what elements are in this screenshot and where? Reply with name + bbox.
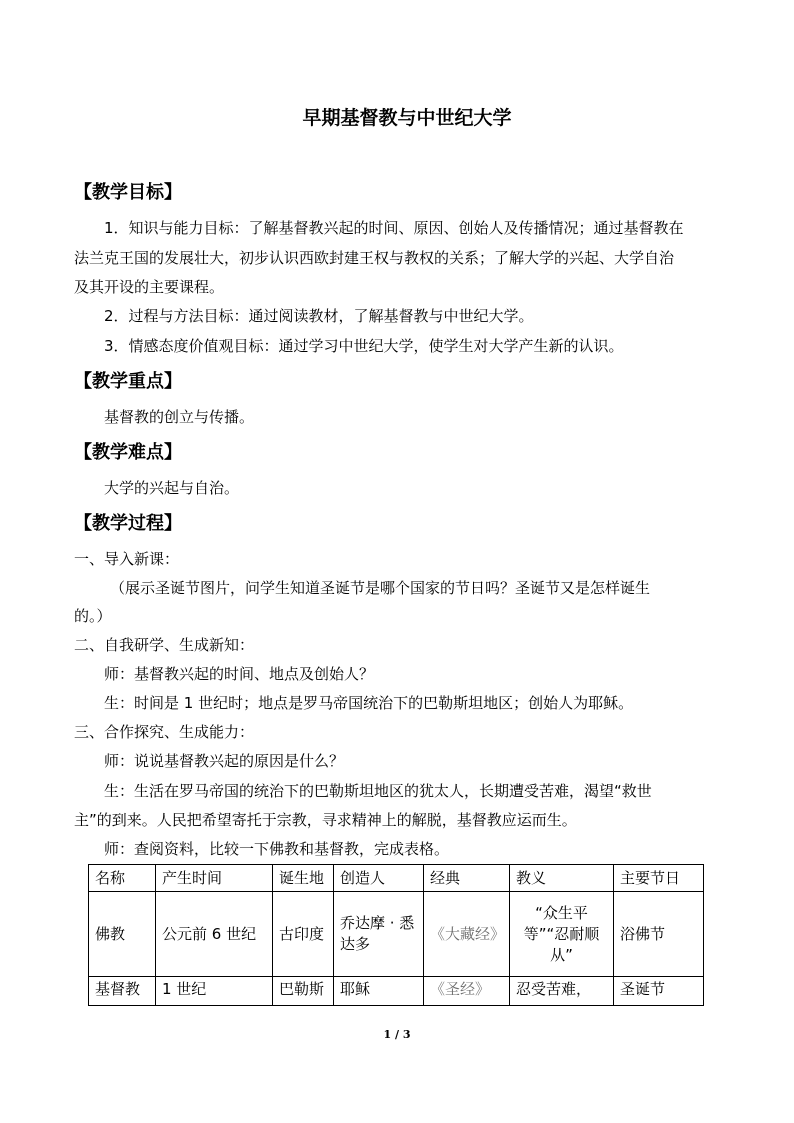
section-heading-process: 【教学过程】 xyxy=(74,513,182,534)
table-row xyxy=(89,892,704,977)
table-cell: 巴勒斯 xyxy=(273,977,334,1006)
process-part-3-task: 师：查阅资料，比较一下佛教和基督教，完成表格。 xyxy=(104,840,450,858)
table-cell: 《大藏经》 xyxy=(424,892,510,977)
objective-2: 2．过程与方法目标：通过阅读教材，了解基督教与中世纪大学。 xyxy=(104,307,534,325)
process-part-2-question: 师：基督教兴起的时间、地点及创始人？ xyxy=(104,665,375,683)
process-part-1-line-2: 的。） xyxy=(74,607,112,625)
table-cell: 古印度 xyxy=(273,892,334,977)
table-cell: 忍受苦难， xyxy=(510,977,614,1006)
process-part-2-answer: 生：时间是 1 世纪时；地点是罗马帝国统治下的巴勒斯坦地区；创始人为耶稣。 xyxy=(104,694,634,712)
table-cell: 基督教 xyxy=(89,977,156,1006)
process-part-3-question: 师：说说基督教兴起的原因是什么？ xyxy=(104,752,345,770)
objective-1-line-3: 及其开设的主要课程。 xyxy=(74,278,225,296)
table-header-cell: 教义 xyxy=(510,865,614,892)
comparison-table xyxy=(88,864,704,1006)
table-cell: 公元前 6 世纪 xyxy=(156,892,273,977)
table-header-cell: 创造人 xyxy=(334,865,424,892)
section-heading-difficulties: 【教学难点】 xyxy=(74,442,182,463)
section-heading-objectives: 【教学目标】 xyxy=(74,182,182,203)
process-part-2-title: 二、自我研学、生成新知： xyxy=(74,636,255,654)
process-part-1-line-1: （展示圣诞节图片，问学生知道圣诞节是哪个国家的节日吗？圣诞节又是怎样诞生 xyxy=(110,579,651,597)
table-header-cell: 主要节日 xyxy=(614,865,704,892)
table-header-cell: 名称 xyxy=(89,865,156,892)
document-title: 早期基督教与中世纪大学 xyxy=(302,107,512,129)
table-row xyxy=(89,977,704,1006)
table-cell: 《圣经》 xyxy=(424,977,510,1006)
process-part-3-answer-line-1: 生：生活在罗马帝国的统治下的巴勒斯坦地区的犹太人，长期遭受苦难，渴望“救世 xyxy=(104,782,652,800)
difficulties-text: 大学的兴起与自治。 xyxy=(104,479,240,497)
table-cell: 1 世纪 xyxy=(156,977,273,1006)
table-header-cell: 产生时间 xyxy=(156,865,273,892)
process-part-3-title: 三、合作探究、生成能力： xyxy=(74,723,255,741)
table-header-cell: 经典 xyxy=(424,865,510,892)
table-cell: 乔达摩 · 悉达多 xyxy=(334,892,424,977)
section-heading-key-points: 【教学重点】 xyxy=(74,371,182,392)
table-header-cell: 诞生地 xyxy=(273,865,334,892)
table-cell: 圣诞节 xyxy=(614,977,704,1006)
objective-1-line-1: 1．知识与能力目标：了解基督教兴起的时间、原因、创始人及传播情况；通过基督教在 xyxy=(104,219,684,237)
process-part-3-answer-line-2: 主”的到来。人民把希望寄托于宗教，寻求精神上的解脱，基督教应运而生。 xyxy=(74,811,577,829)
page-indicator: 1 / 3 xyxy=(383,1028,411,1041)
table-cell: 耶稣 xyxy=(334,977,424,1006)
table-header-row xyxy=(89,865,704,892)
table-cell: “众生平等”“忍耐顺从” xyxy=(510,892,614,977)
objective-1-line-2: 法兰克王国的发展壮大，初步认识西欧封建王权与教权的关系；了解大学的兴起、大学自治 xyxy=(74,249,675,267)
table-cell: 浴佛节 xyxy=(614,892,704,977)
key-points-text: 基督教的创立与传播。 xyxy=(104,408,255,426)
objective-3: 3．情感态度价值观目标：通过学习中世纪大学，使学生对大学产生新的认识。 xyxy=(104,337,624,355)
table-cell: 佛教 xyxy=(89,892,156,977)
process-part-1-title: 一、导入新课： xyxy=(74,550,180,568)
